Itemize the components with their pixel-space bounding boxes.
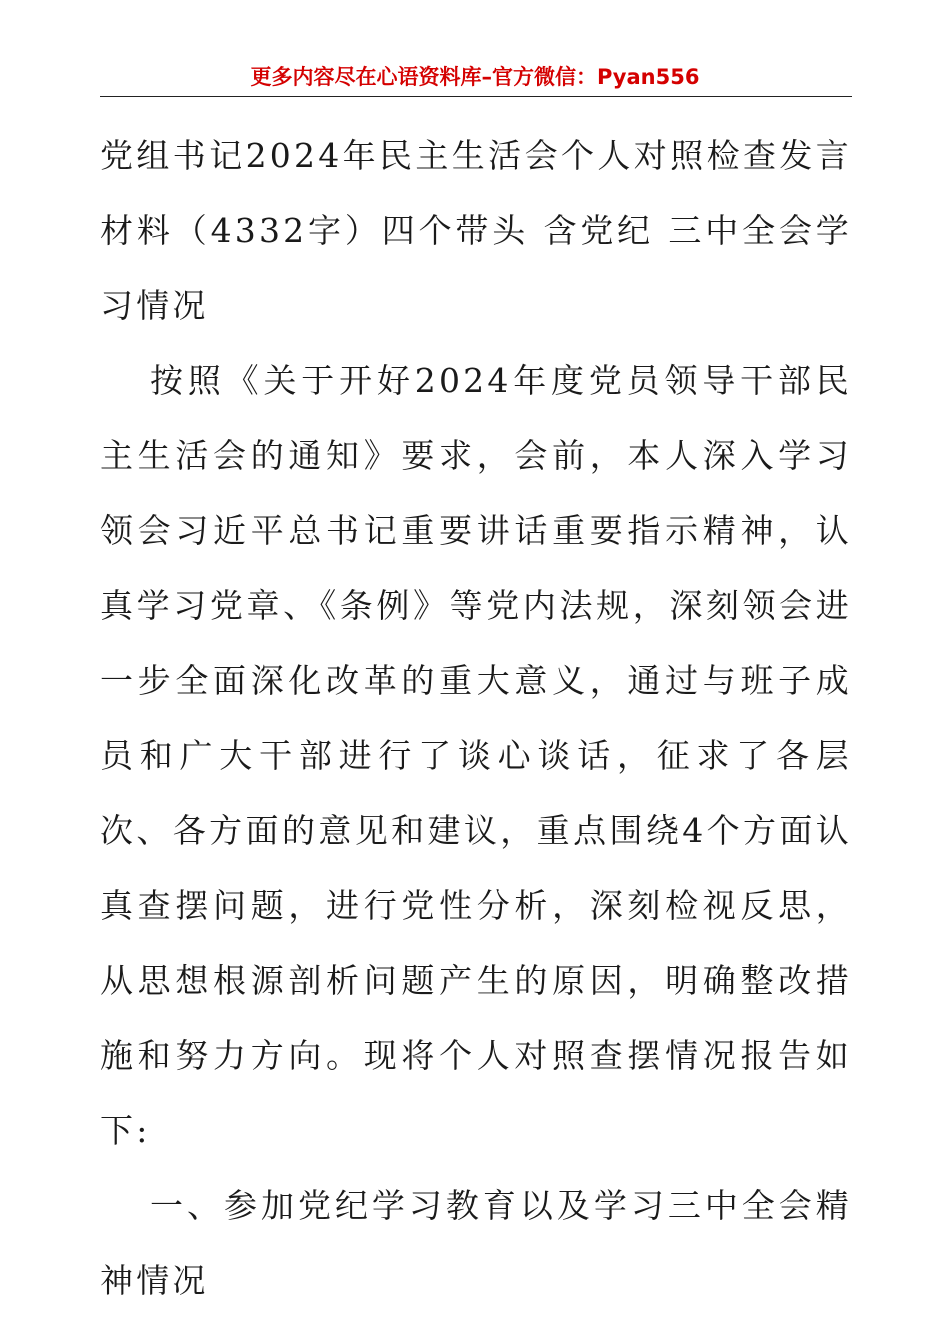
intro-paragraph: 按照《关于开好2024年度党员领导干部民主生活会的通知》要求，会前，本人深入学习领会习近平总书记重要讲话重要指示精神，认真学习党章、《条例》等党内法规，深刻领会进一步全面深化改革的重大意义，通过与班子成员和广大干部进行了谈心谈话，征求了各层次、各方面的意见和建议，重点围绕4个方面认真查摆问题，进行党性分析，深刻检视反思，从思想根源剖析问题产生的原因，明确整改措施和努力方向。现将个人对照查摆情况报告如下:	[100, 361, 852, 1150]
header-divider	[100, 96, 852, 97]
document-body	[100, 118, 852, 1318]
document-title: 党组书记2024年民主生活会个人对照检查发言材料（4332字）四个带头 含党纪 三中全会学习情况	[100, 136, 852, 325]
section-heading-1: 一、参加党纪学习教育以及学习三中全会精神情况	[100, 1186, 852, 1300]
header-banner: 更多内容尽在心语资料库–官方微信：Pyan556	[250, 65, 700, 89]
